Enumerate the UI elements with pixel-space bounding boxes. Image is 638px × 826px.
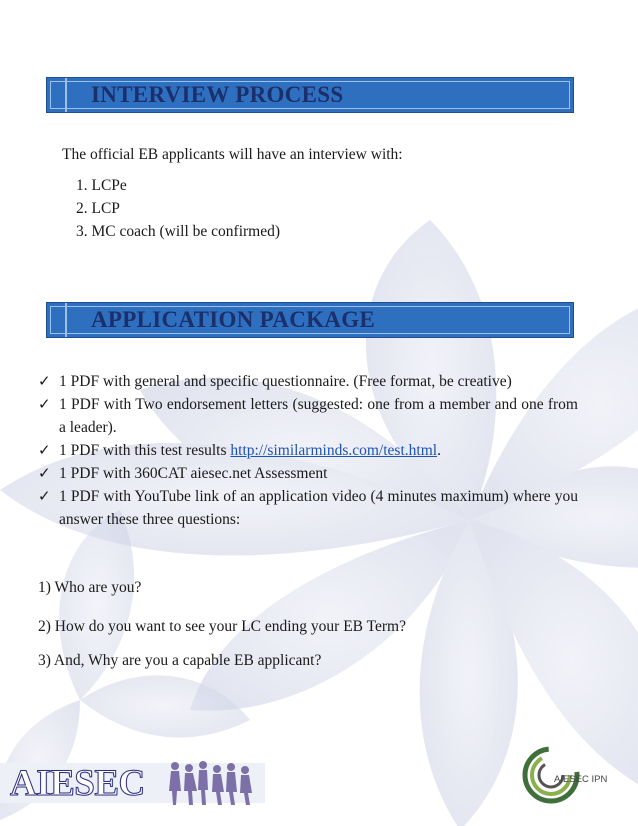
interview-intro: The official EB applicants will have an interview with: <box>62 146 403 163</box>
section-header-package <box>46 302 574 338</box>
list-item <box>38 485 578 531</box>
question-2: 2) How do you want to see your LC ending your EB Term? <box>38 618 406 635</box>
check-icon: ✓ <box>38 464 51 482</box>
question-3: 3) And, Why are you a capable EB applicant? <box>38 652 322 669</box>
header-accent-line <box>65 78 67 112</box>
list-item <box>38 439 578 462</box>
item-text: 1 PDF with this test results <box>59 442 231 459</box>
section-title: INTERVIEW PROCESS <box>91 82 344 107</box>
list-item: 3. MC coach (will be confirmed) <box>76 223 281 240</box>
item-text: 1 PDF with YouTube link of an application video (4 minutes maximum) where you answer these three questions: <box>59 488 578 528</box>
ipn-badge-label: AIESEC IPN <box>554 774 608 785</box>
check-icon: ✓ <box>38 395 51 413</box>
aiesec-logo: AIESEC <box>10 763 145 804</box>
section-title: APPLICATION PACKAGE <box>91 307 376 332</box>
package-list <box>38 370 578 531</box>
list-item <box>38 462 578 485</box>
check-icon: ✓ <box>38 487 51 505</box>
question-1: 1) Who are you? <box>38 579 142 596</box>
item-text: 1 PDF with Two endorsement letters (suggested: one from a member and one from a leader). <box>59 396 578 436</box>
list-item <box>38 393 578 439</box>
list-item <box>38 370 578 393</box>
header-accent-line <box>65 303 67 337</box>
section-header-interview <box>46 77 574 113</box>
list-item: 1. LCPe <box>76 177 127 194</box>
list-item: 2. LCP <box>76 200 120 217</box>
check-icon: ✓ <box>38 441 51 459</box>
item-text: 1 PDF with general and specific questionnaire. (Free format, be creative) <box>59 373 512 390</box>
check-icon: ✓ <box>38 372 51 390</box>
test-link[interactable]: http://similarminds.com/test.html <box>230 442 438 459</box>
item-text: 1 PDF with 360CAT aiesec.net Assessment <box>59 465 328 482</box>
item-text: . <box>437 442 441 459</box>
interview-list <box>76 174 280 243</box>
